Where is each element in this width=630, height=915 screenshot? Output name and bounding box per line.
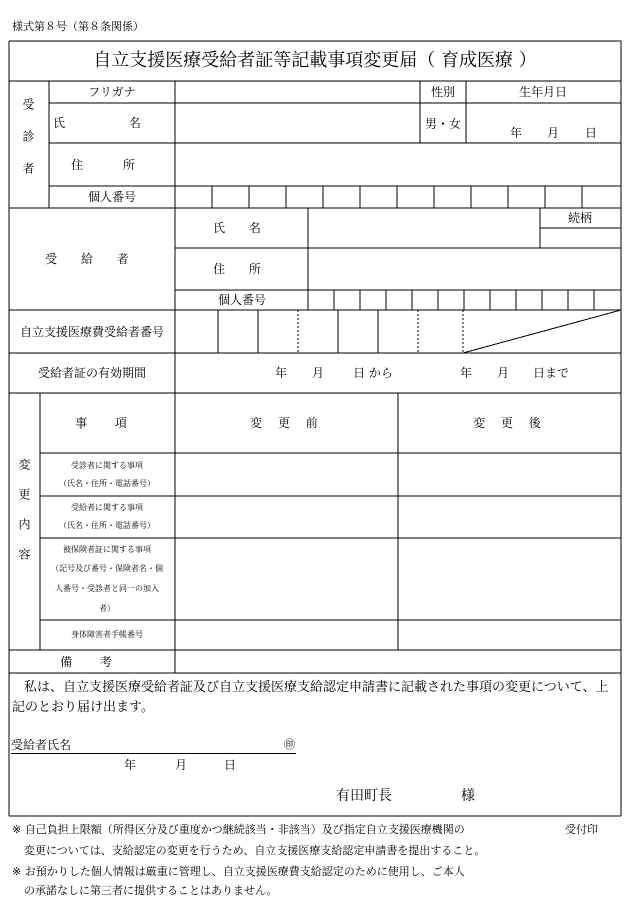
change-row-2-line2: （氏名・住所・電話番号） (59, 521, 155, 530)
form-title: 自立支援医療受給者証等記載事項変更届（ 育成医療 ） (93, 50, 537, 71)
validity-month1: 月 (311, 366, 325, 380)
change-row-2-line1: 受給者に関する事項 (71, 503, 143, 512)
patient-mynumber-label: 個人番号 (87, 190, 137, 204)
birth-header: 生年月日 (518, 85, 568, 99)
signature-day-label: 日 (224, 758, 237, 772)
change-row-4-line1: 身体障害者手帳番号 (71, 630, 143, 639)
remarks-label: 備 考 (60, 655, 124, 669)
validity-year1: 年 (274, 366, 288, 380)
declaration-line-2: 記のとおり届け出ます。 (12, 700, 154, 715)
sex-header: 性別 (430, 85, 456, 99)
patient-name-label: 氏 名 (53, 116, 171, 130)
item-header: 事 項 (75, 416, 139, 430)
validity-label: 受給者証の有効期間 (37, 366, 147, 380)
sex-value: 男・女 (424, 117, 462, 131)
after-header: 変 更 後 (473, 416, 547, 430)
change-row-3-line4: 者） (99, 604, 115, 613)
addressee: 有田町長 (336, 788, 392, 804)
patient-section-label: 受診者 (21, 98, 35, 194)
receipt-stamp-label: 受付印 (565, 823, 598, 836)
seal-mark: ㊞ (284, 738, 295, 751)
change-row-3-line1: 被保険者証に関する事項 (63, 545, 151, 554)
note-1-line-2: 変更については、支給認定の変更を行うため、自立支援医療支給認定申請書を提出すること。 (24, 844, 486, 857)
change-row-1-line1: 受診者に関する事項 (71, 461, 143, 470)
birth-year-label: 年 (509, 126, 523, 140)
relation-label: 続柄 (567, 211, 593, 225)
validity-day2: 日まで (532, 366, 570, 380)
signature-month-label: 月 (175, 758, 188, 772)
recipient-mynumber-label: 個人番号 (217, 293, 267, 307)
change-row-3-line2: （記号及び番号・保険者名・個 (51, 564, 163, 573)
validity-month2: 月 (496, 366, 510, 380)
before-header: 変 更 前 (250, 416, 324, 430)
declaration-line-1: 私は、自立支援医療受給者証及び自立支援医療支給認定申請書に記載された事項の変更について、上 (24, 680, 609, 695)
change-row-1-line2: （氏名・住所・電話番号） (59, 479, 155, 488)
validity-year2: 年 (459, 366, 473, 380)
note-1-line-1: ※ 自己負担上限額（所得区分及び重度かつ継続該当・非該当）及び指定自立支援医療機関の (12, 823, 465, 836)
recipient-address-label: 住 所 (213, 262, 271, 276)
recipient-section-label: 受 給 者 (45, 252, 139, 266)
note-2-line-1: ※ お預かりした個人情報は厳重に管理し、自立支援医療費支給認定のために使用し、ご本人 (12, 865, 465, 878)
signature-underline (11, 753, 296, 754)
birth-month-label: 月 (546, 126, 560, 140)
changes-section-label: 変更内容 (17, 458, 31, 578)
furigana-label: フリガナ (88, 85, 136, 99)
signature-year-label: 年 (124, 758, 137, 772)
birth-day-label: 日 (584, 126, 598, 140)
change-row-3-line3: 人番号・受診者と同一の加入 (55, 584, 159, 593)
patient-address-label: 住 所 (71, 158, 153, 172)
note-2-line-2: の承諾なしに第三者に提供することはありません。 (24, 884, 278, 897)
validity-day1: 日 から (353, 366, 393, 380)
recipient-name-signature-label: 受給者氏名 (11, 738, 72, 752)
addressee-honorific: 様 (461, 788, 475, 804)
form-number: 様式第８号（第８条関係） (12, 20, 144, 33)
recipient-number-label: 自立支援医療費受給者番号 (19, 325, 165, 339)
recipient-name-label: 氏 名 (213, 221, 271, 235)
